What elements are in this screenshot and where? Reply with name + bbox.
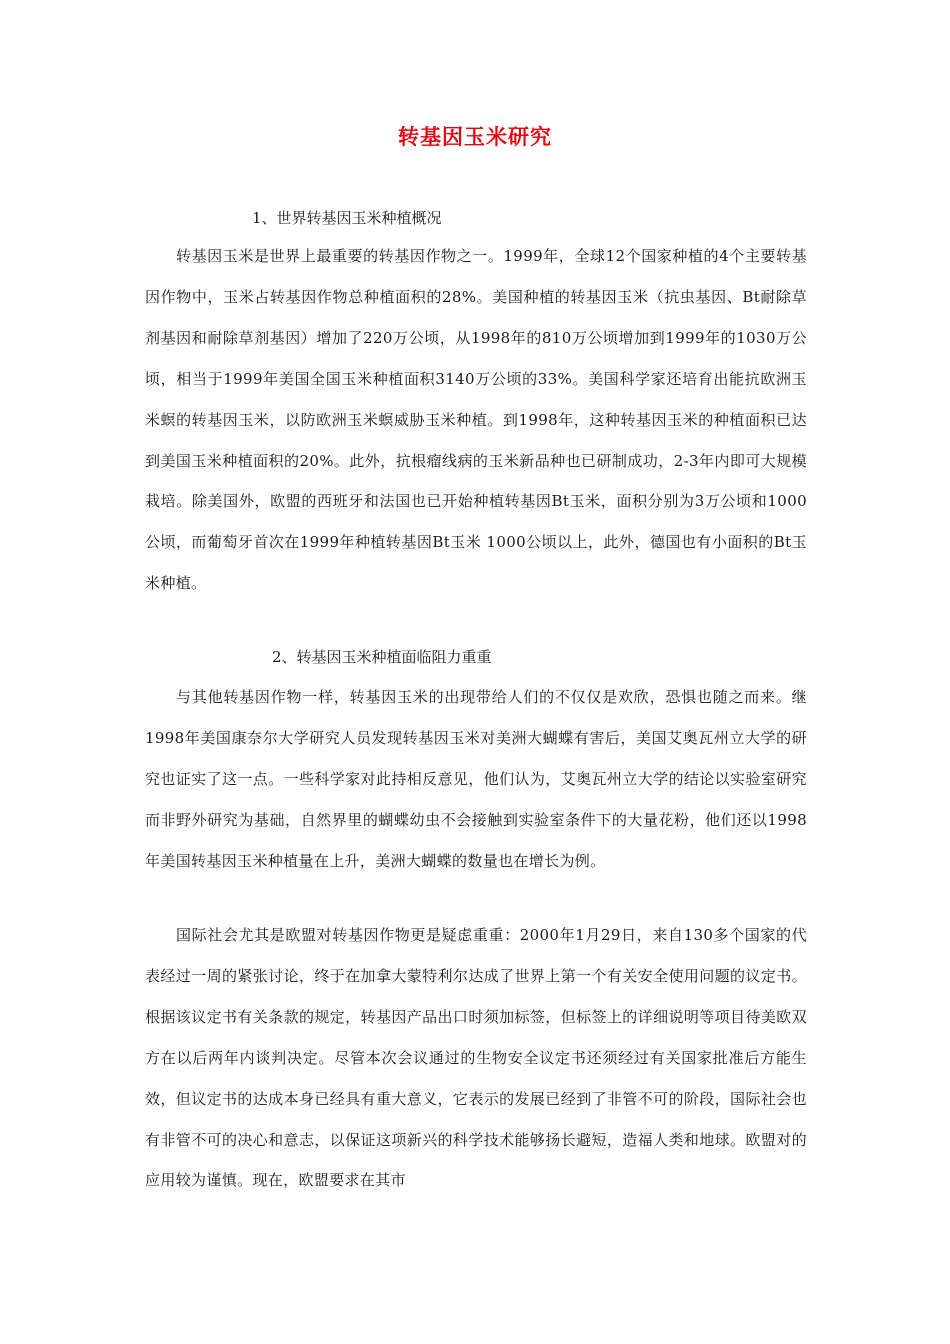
section-2-paragraph-1: 与其他转基因作物一样，转基因玉米的出现带给人们的不仅仅是欢欣，恐惧也随之而来。继1998年美国康奈尔大学研究人员发现转基因玉米对美洲大蝴蝶有害后，美国艾奥瓦州立大学的研究也证实了这一点。一些科学家对此持相反意见，他们认为，艾奥瓦州立大学的结论以实验室研究而非野外研究为基础，自然界里的蝴蝶幼虫不会接触到实验室条件下的大量花粉，他们还以1998年美国转基因玉米种植量在上升，美洲大蝴蝶的数量也在增长为例。 bbox=[145, 688, 807, 870]
document-title: 转基因玉米研究 bbox=[398, 124, 552, 149]
section-heading-1: 1、世界转基因玉米种植概况 bbox=[252, 209, 442, 227]
section-heading-2: 2、转基因玉米种植面临阻力重重 bbox=[272, 648, 492, 666]
section-1-paragraph-1: 转基因玉米是世界上最重要的转基因作物之一。1999年，全球12个国家种植的4个主要转基因作物中，玉米占转基因作物总种植面积的28%。美国种植的转基因玉米（抗虫基因、Bt耐除草剂基因和耐除草剂基因）增加了220万公顷，从1998年的810万公顷增加到1999年的1030万公顷，相当于1999年美国全国玉米种植面积3140万公顷的33%。美国科学家还培育出能抗欧洲玉米螟的转基因玉米，以防欧洲玉米螟威胁玉米种植。到1998年，这种转基因玉米的种植面积已达到美国玉米种植面积的20%。此外，抗根瘤线病的玉米新品种也已研制成功，2-3年内即可大规模栽培。除美国外，欧盟的西班牙和法国也已开始种植转基因Bt玉米，面积分别为3万公顷和1000公顷，而葡萄牙首次在1999年种植转基因Bt玉米 1000公顷以上，此外，德国也有小面积的Bt玉米种植。 bbox=[145, 247, 807, 593]
section-2-paragraph-2: 国际社会尤其是欧盟对转基因作物更是疑虑重重：2000年1月29日，来自130多个国家的代表经过一周的紧张讨论，终于在加拿大蒙特利尔达成了世界上第一个有关安全使用问题的议定书。根据该议定书有关条款的规定，转基因产品出口时须加标签，但标签上的详细说明等项目待美欧双方在以后两年内谈判决定。尽管本次会议通过的生物安全议定书还须经过有关国家批准后方能生效，但议定书的达成本身已经具有重大意义，它表示的发展已经到了非管不可的阶段，国际社会也有非管不可的决心和意志，以保证这项新兴的科学技术能够扬长避短，造福人类和地球。欧盟对的应用较为谨慎。现在，欧盟要求在其市 bbox=[145, 926, 807, 1190]
